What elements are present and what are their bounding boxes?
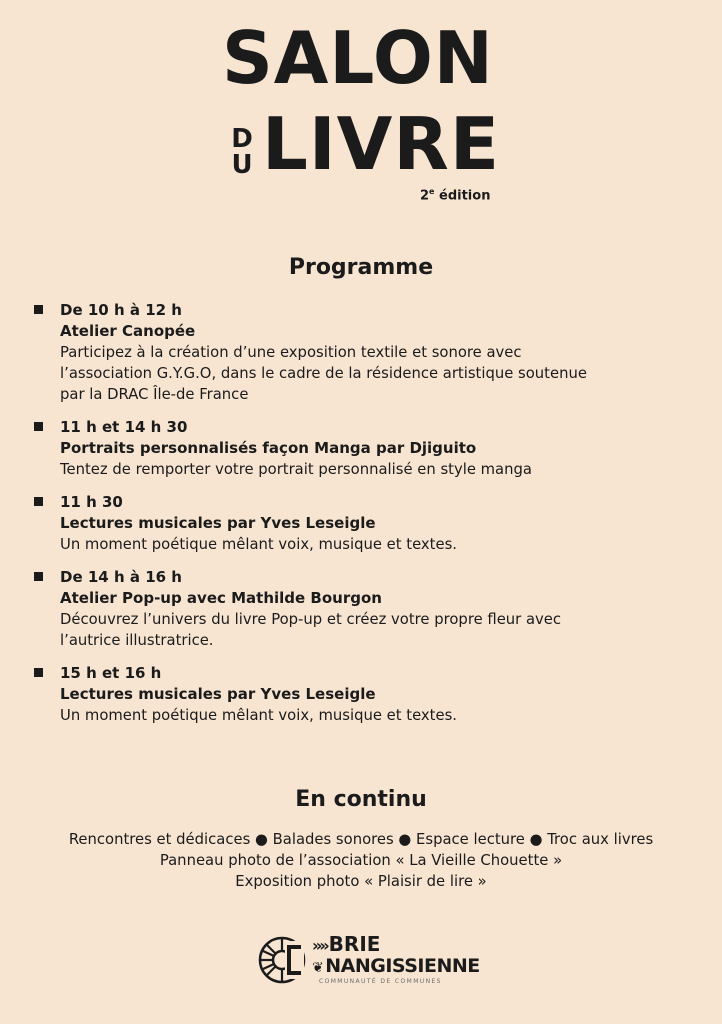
programme-item-time: 11 h et 14 h 30 [60,418,188,436]
square-bullet-icon [34,422,43,431]
programme-item-time: 11 h 30 [60,493,123,511]
wheat-leaf-icon: ❦ [312,960,324,976]
continu-list [0,829,722,892]
programme-item-desc-line: Un moment poétique mêlant voix, musique et textes. [60,536,458,553]
square-bullet-icon [34,668,43,677]
edition-word: édition [434,188,491,204]
title-du [222,126,262,178]
programme-item-name: Lectures musicales par Yves Leseigle [60,514,376,532]
continu-line: Exposition photo « Plaisir de lire » [235,873,487,890]
title-livre: LIVRE [262,102,501,186]
edition-number: 2 [420,188,430,204]
edition-sup: e [429,187,435,196]
programme-item-desc-line: Découvrez l’univers du livre Pop-up et créez votre propre fleur avec [60,611,562,628]
programme-item-desc-line: Participez à la création d’une exposition textile et sonore avec [60,344,522,361]
programme-item [34,567,684,651]
title-du-u: U [231,150,253,180]
continu-line: Panneau photo de l’association « La Vieille Chouette » [159,852,563,869]
programme-item [34,300,684,405]
title-du-d: D [231,124,253,154]
programme-title: Programme [288,255,434,280]
continu-line: Rencontres et dédicaces ● Balades sonores ● Espace lecture ● Troc aux livres [68,831,654,848]
brie-nangissienne-logo [257,932,480,995]
logo-line1-text: BRIE [328,932,381,956]
programme-list [34,300,684,738]
programme-item-desc-line: Tentez de remporter votre portrait personnalisé en style manga [60,461,532,478]
double-chevron-icon: »» [312,936,327,955]
continu-title: En continu [295,787,427,812]
logo-line2-text: NANGISSIENNE [325,955,480,977]
programme-item-name: Portraits personnalisés façon Manga par Djiguito [60,439,477,457]
programme-item-desc-line: Un moment poétique mêlant voix, musique et textes. [60,707,458,724]
sun-wheel-emblem-icon [257,935,307,985]
programme-item-desc-line: par la DRAC Île-de France [60,386,249,403]
programme-item-time: De 14 h à 16 h [60,568,182,586]
logo-line2 [312,955,480,979]
programme-item-name: Lectures musicales par Yves Leseigle [60,685,376,703]
programme-item-name: Atelier Canopée [60,322,196,340]
programme-item-time: De 10 h à 12 h [60,301,182,319]
programme-item-desc-line: l’association G.Y.G.O, dans le cadre de la résidence artistique soutenue [60,365,587,382]
logo-line1 [312,933,380,957]
logo-line3: COMMUNAUTÉ DE COMMUNES [319,978,442,985]
programme-item [34,417,684,480]
square-bullet-icon [34,497,43,506]
programme-item-name: Atelier Pop-up avec Mathilde Bourgon [60,589,382,607]
square-bullet-icon [34,572,43,581]
programme-item [34,492,684,555]
title-salon: SALON [222,16,494,100]
edition-label [420,187,490,203]
programme-item-time: 15 h et 16 h [60,664,162,682]
square-bullet-icon [34,305,43,314]
programme-item-desc-line: l’autrice illustratrice. [60,632,214,649]
programme-item [34,663,684,726]
